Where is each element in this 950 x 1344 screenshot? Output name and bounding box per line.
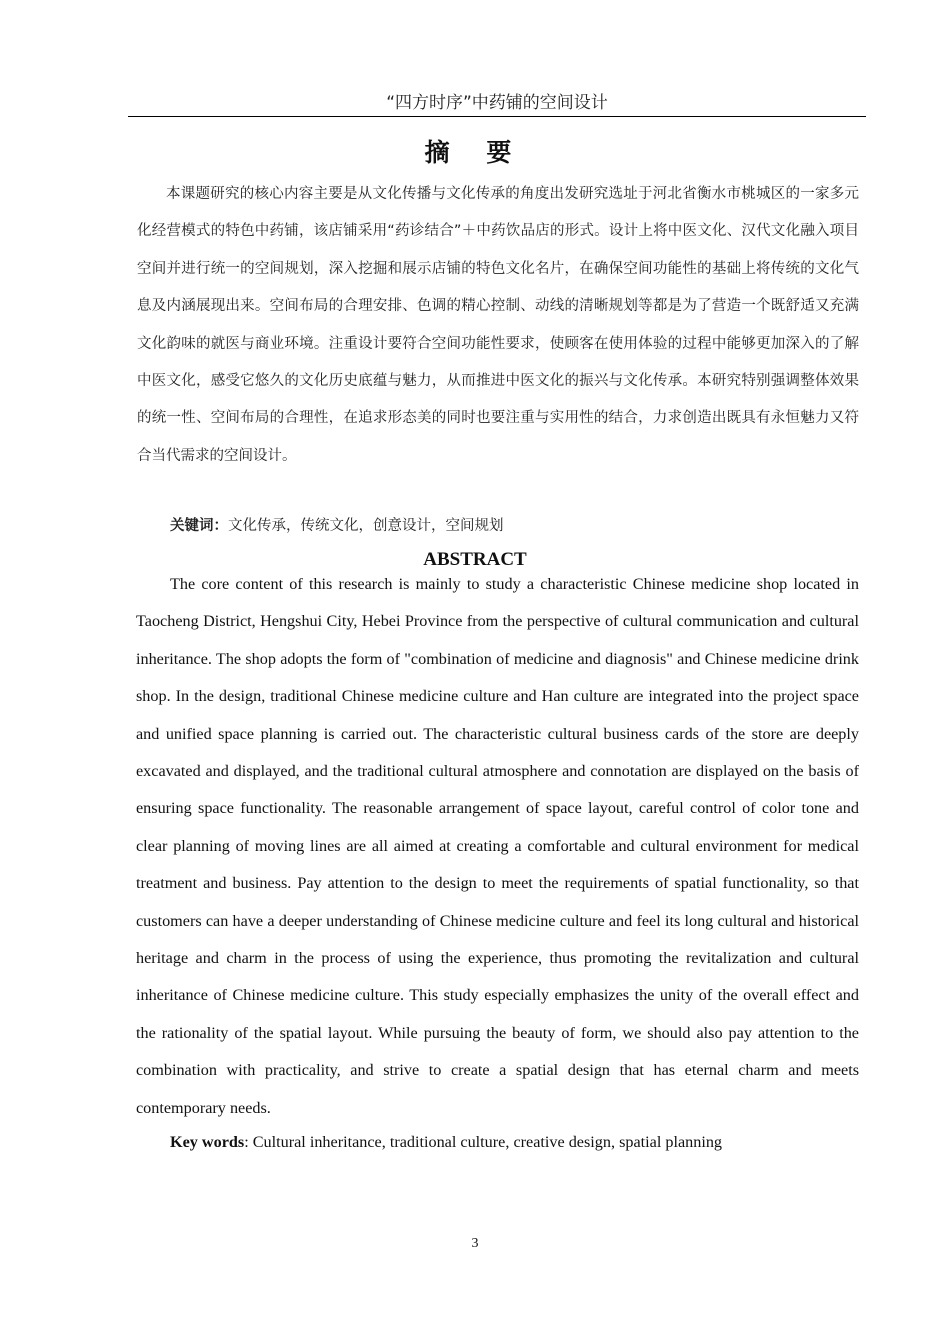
chinese-keywords-text: 文化传承，传统文化，创意设计，空间规划 — [228, 518, 504, 534]
english-keywords-text: Cultural inheritance, traditional culture, creative design, spatial planning — [252, 1133, 723, 1151]
running-header-title: “四方时序”中药铺的空间设计 — [386, 93, 608, 113]
chinese-keywords — [170, 512, 860, 540]
english-keywords — [170, 1128, 860, 1156]
running-header — [128, 92, 866, 117]
page-number: 3 — [471, 1236, 479, 1251]
chinese-abstract-body: 本课题研究的核心内容主要是从文化传播与文化传承的角度出发研究选址于河北省衡水市桃城区的一家多元化经营模式的特色中药铺，该店铺采用“药诊结合”＋中药饮品店的形式。设计上将中医文化、汉代文化融入项目空间并进行统一的空间规划，深入挖掘和展示店铺的特色文化名片，在确保空间功能性的基础上将传统的文化气息及内涵展现出来。空间布局的合理安排、色调的精心控制、动线的清晰规划等都是为了营造一个既舒适又充满文化韵味的就医与商业环境。注重设计要符合空间功能性要求，使顾客在使用体验的过程中能够更加深入的了解中医文化，感受它悠久的文化历史底蕴与魅力，从而推进中医文化的振兴与文化传承。本研究特别强调整体效果的统一性、空间布局的合理性，在追求形态美的同时也要注重与实用性的结合，力求创造出既具有永恒魅力又符合当代需求的空间设计。 — [137, 186, 859, 464]
english-keywords-label: Key words — [170, 1133, 245, 1151]
chinese-abstract-title: 摘 要 — [424, 138, 526, 167]
chinese-keywords-label: 关键词： — [170, 518, 228, 534]
english-abstract-title: ABSTRACT — [423, 549, 527, 570]
english-abstract-body: The core content of this research is mainly to study a characteristic Chinese medicine shop located in Taocheng District, Hengshui City, Hebei Province from the perspective of cultural communication and cultural inheritance. The shop adopts the form of "combination of medicine and diagnosis" and Chinese medicine drink shop. In the design, traditional Chinese medicine culture and Han culture are integrated into the project space and unified space planning is carried out. The characteristic cultural business cards of the store are deeply excavated and displayed, and the traditional cultural atmosphere and connotation are displayed on the basis of ensuring space functionality. The reasonable arrangement of space layout, careful control of color tone and clear planning of moving lines are all aimed at creating a comfortable and cultural environment for medical treatment and business. Pay attention to the design to meet the requirements of spatial functionality, so that customers can have a deeper understanding of Chinese medicine culture and feel its long cultural and historical heritage and charm in the process of using the experience, thus promoting the revitalization and cultural inheritance of Chinese medicine culture. This study especially emphasizes the unity of the overall effect and the rationality of the spatial layout. While pursuing the beauty of form, we should also pay attention to the combination with practicality, and strive to create a spatial design that has eternal charm and meets contemporary needs. — [136, 575, 859, 1117]
english-keywords-separator: : — [244, 1133, 253, 1151]
